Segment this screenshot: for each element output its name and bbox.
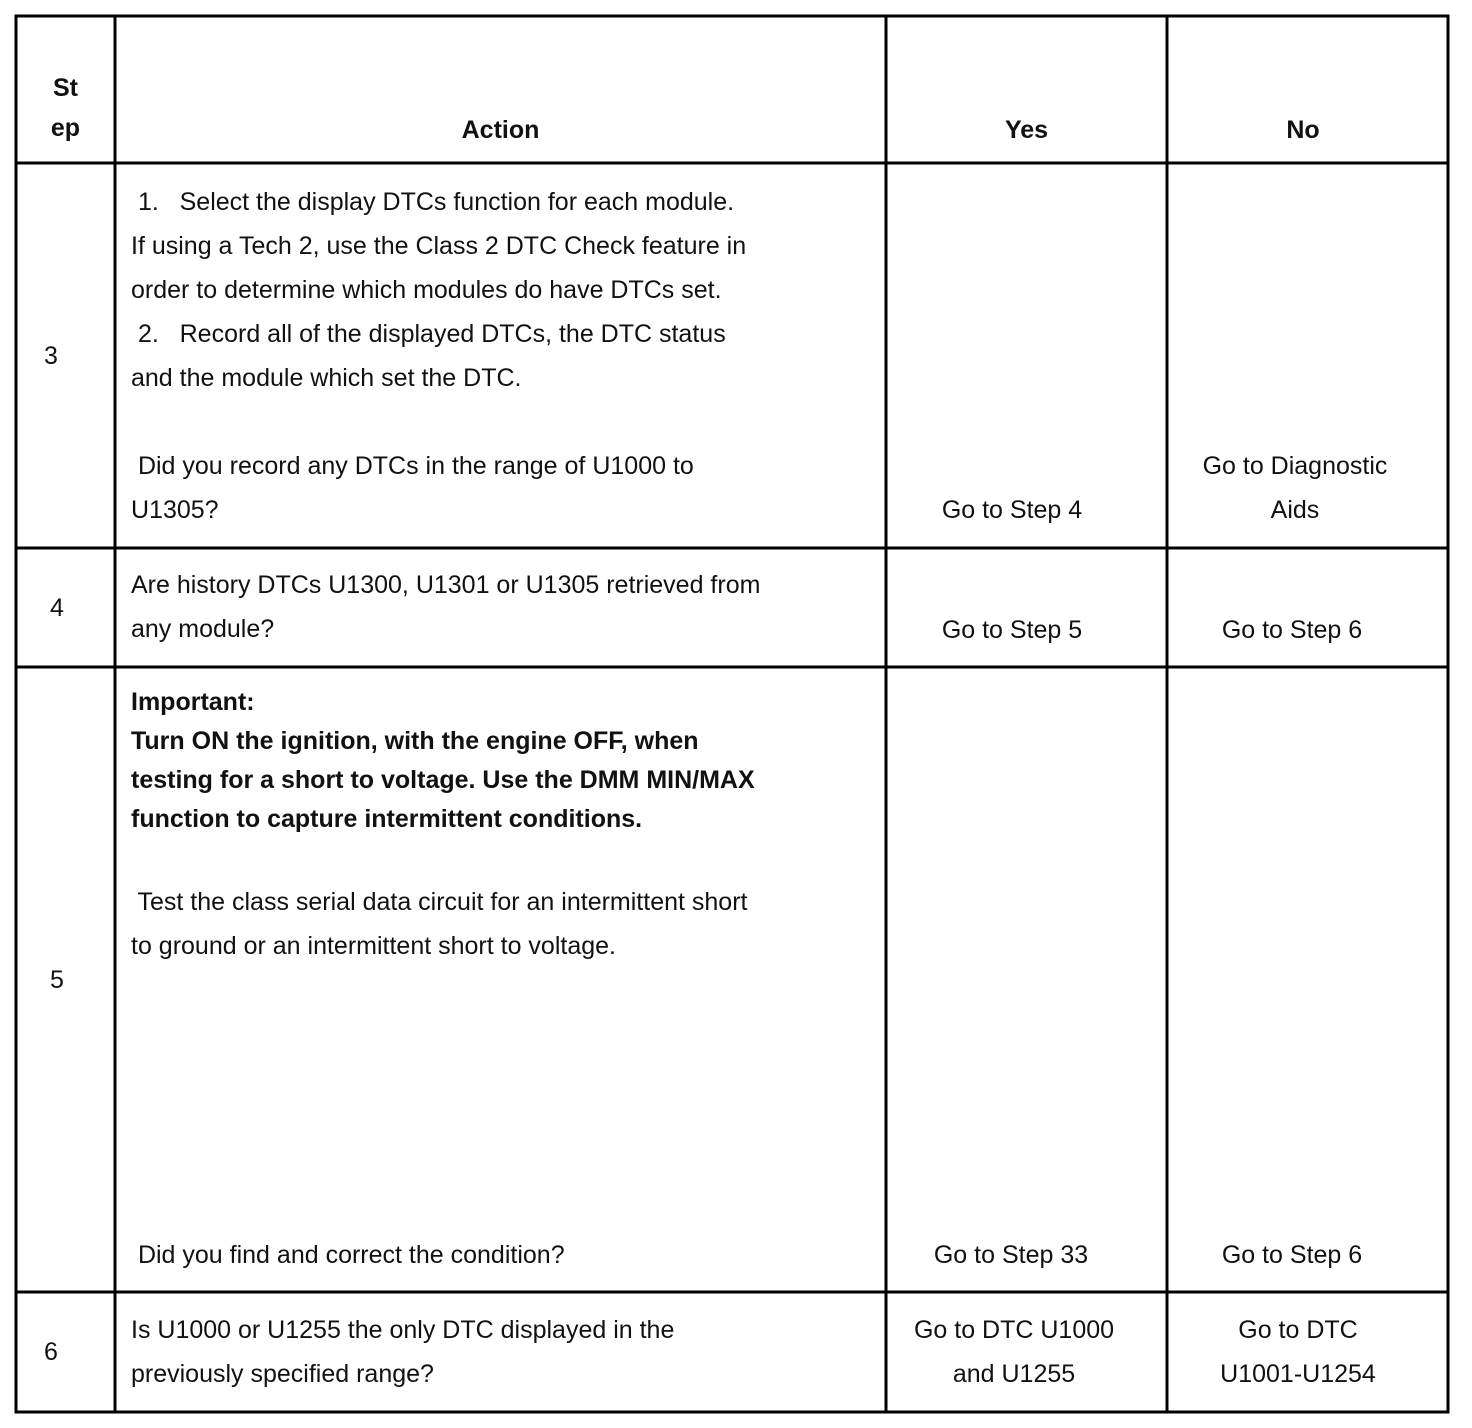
header-action: Action bbox=[461, 116, 540, 144]
step-5-yes: Go to Step 33 bbox=[933, 1241, 1089, 1269]
step-number: 3 bbox=[44, 342, 58, 370]
step-4-no: Go to Step 6 bbox=[1221, 616, 1363, 644]
header-yes: Yes bbox=[1004, 116, 1049, 144]
header-step: St ep bbox=[50, 74, 81, 142]
step-5-no: Go to Step 6 bbox=[1221, 1241, 1363, 1269]
step-5-action: Test the class serial data circuit for an intermittent short to ground or an intermittent short to voltage. bbox=[131, 888, 748, 960]
header-no: No bbox=[1286, 116, 1320, 144]
step-6-no: Go to DTC U1001-U1254 bbox=[1220, 1316, 1376, 1388]
step-3-yes: Go to Step 4 bbox=[941, 496, 1083, 524]
step-number: 4 bbox=[50, 594, 64, 622]
step-6-action: Is U1000 or U1255 the only DTC displayed in the previously specified range? bbox=[131, 1316, 675, 1388]
step-6-yes: Go to DTC U1000 and U1255 bbox=[913, 1316, 1115, 1388]
step-3-question: Did you record any DTCs in the range of U1000 to U1305? bbox=[131, 452, 694, 524]
step-3-no: Go to Diagnostic Aids bbox=[1202, 452, 1388, 524]
step-number: 6 bbox=[44, 1338, 58, 1366]
step-4-action: Are history DTCs U1300, U1301 or U1305 retrieved from any module? bbox=[131, 571, 761, 643]
step-3-actions: 1. Select the display DTCs function for each module. If using a Tech 2, use the Class 2 DTC Check feature in order to determine which modules do have DTCs set. 2. Record all of the displayed DTCs, the DTC status and the module which set the DTC. bbox=[131, 188, 747, 392]
step-5-question: Did you find and correct the condition? bbox=[131, 1241, 565, 1269]
step-5-important: Important: Turn ON the ignition, with the engine OFF, when testing for a short to voltage. Use the DMM MIN/MAX function to capture intermittent conditions. bbox=[131, 688, 755, 833]
step-4-yes: Go to Step 5 bbox=[941, 616, 1083, 644]
step-number: 5 bbox=[50, 966, 64, 994]
